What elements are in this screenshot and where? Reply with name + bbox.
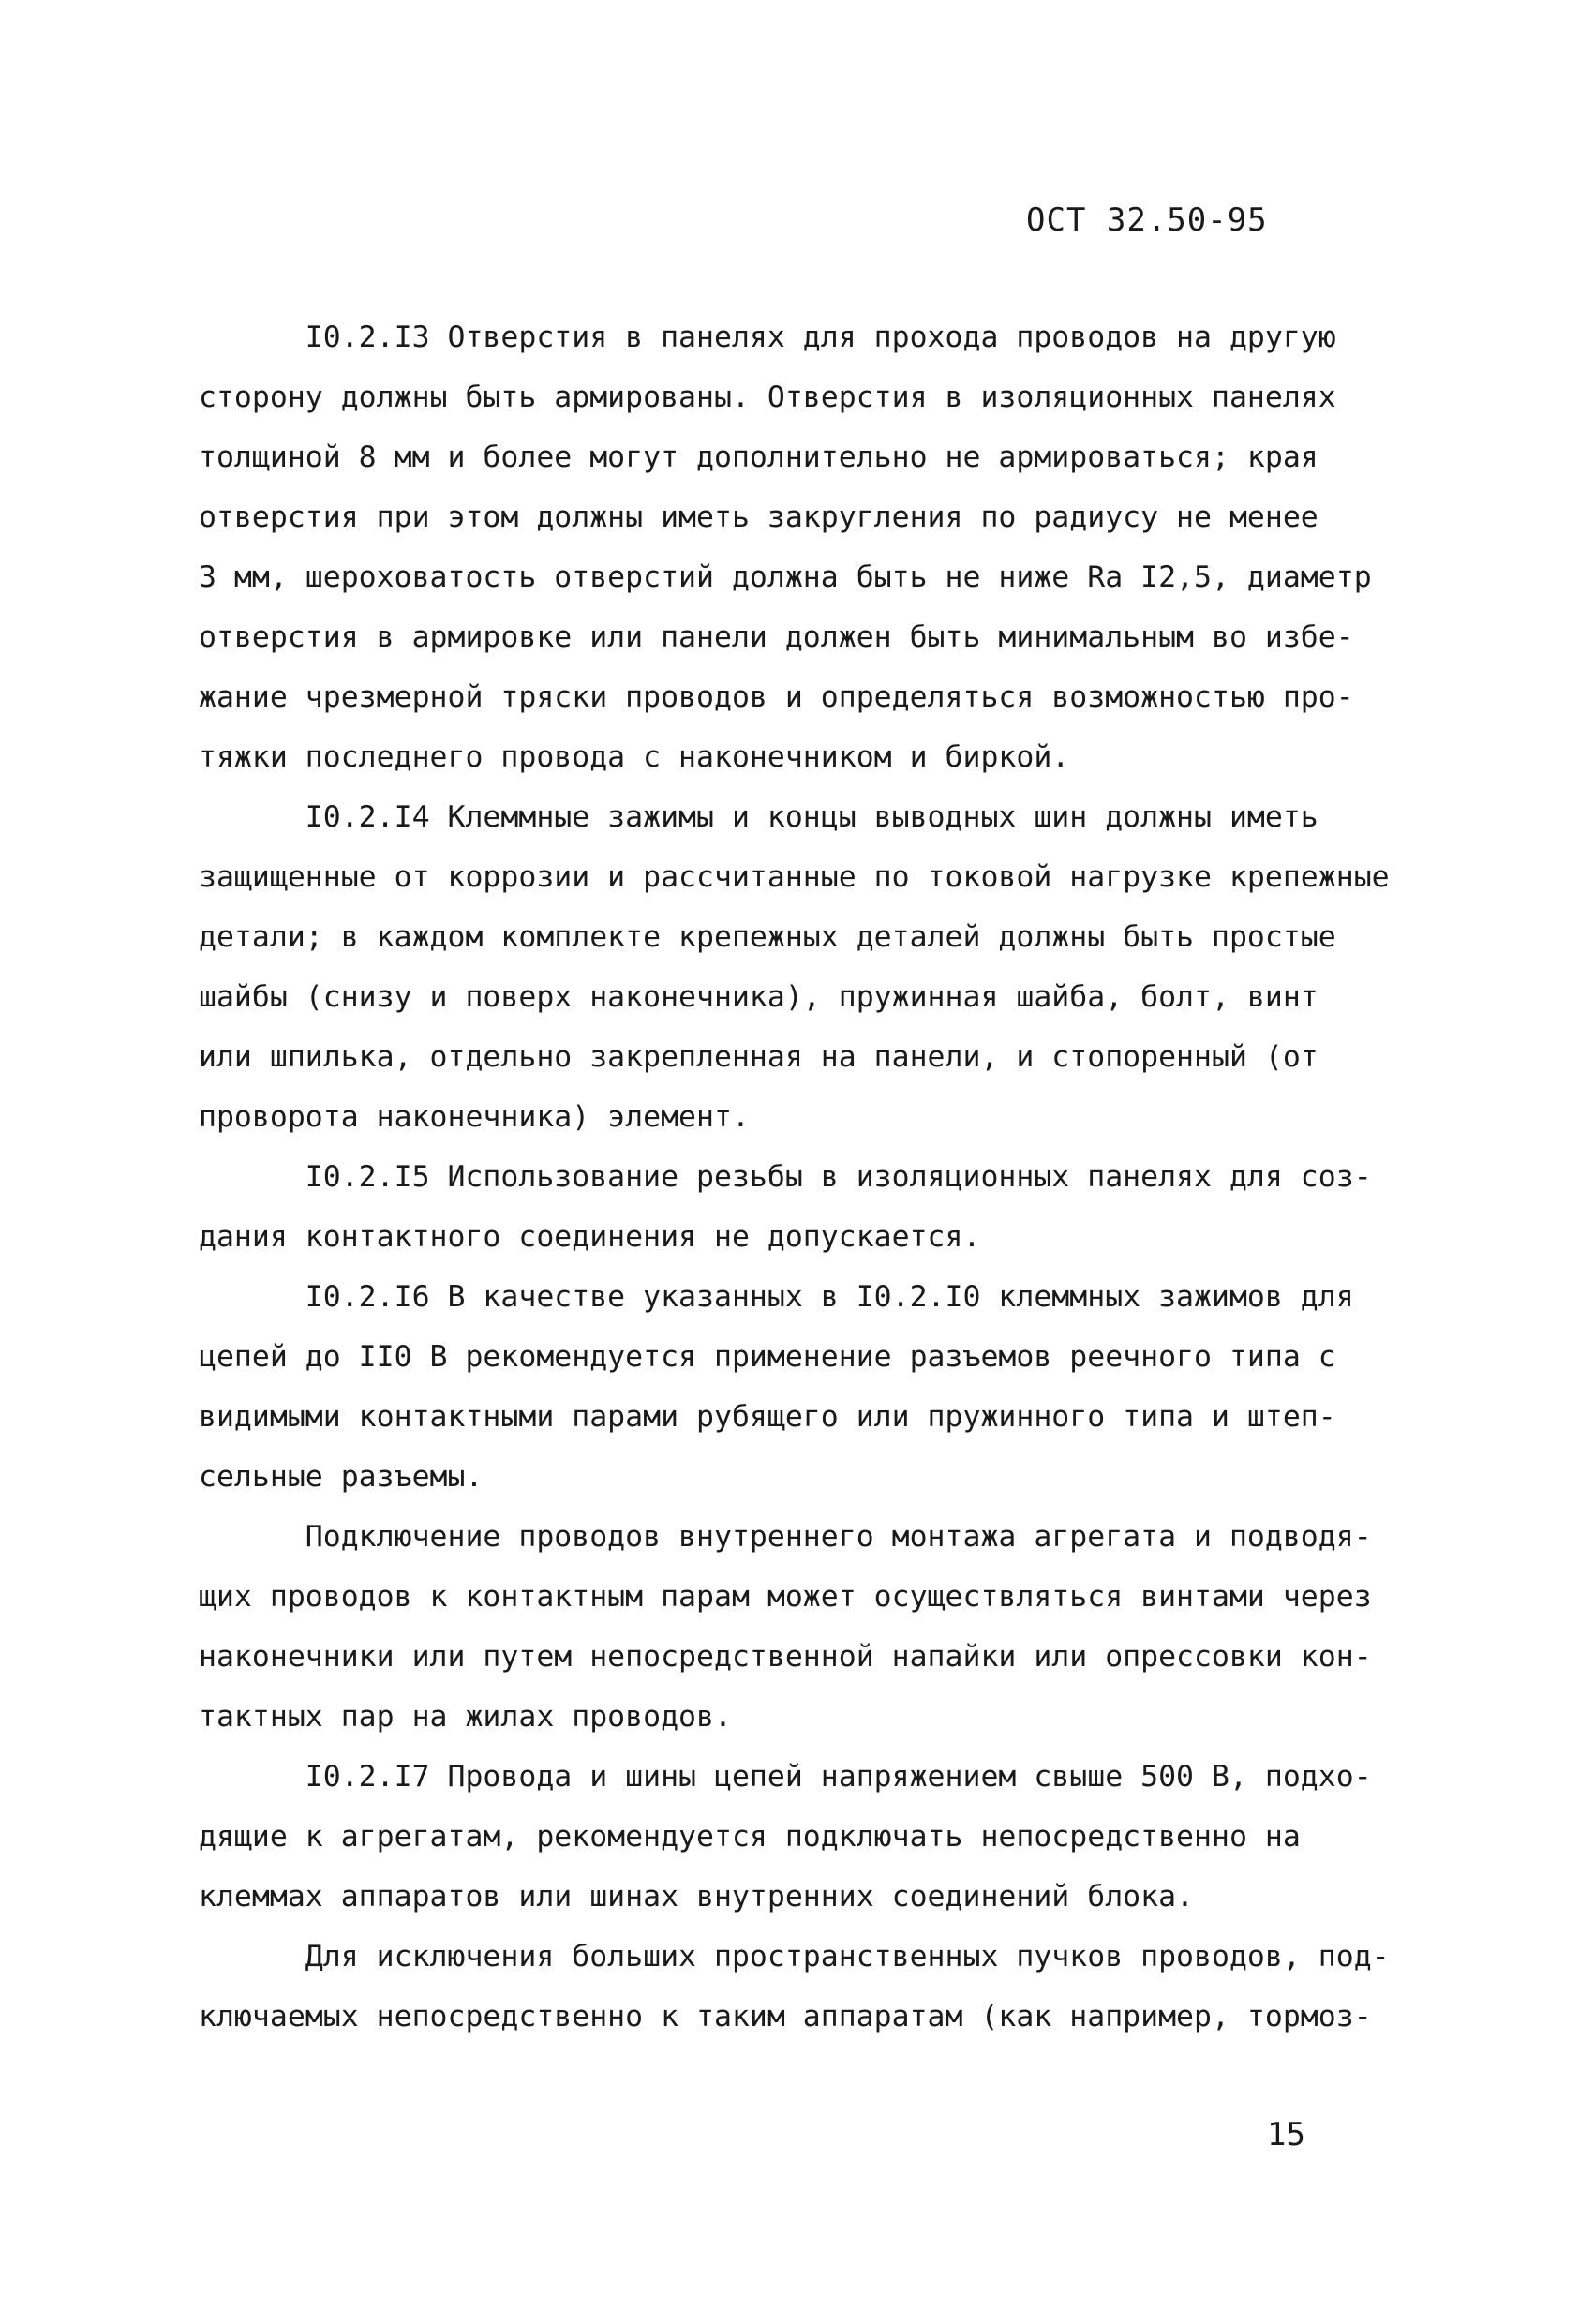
text-line: сторону должны быть армированы. Отверстия в изоляционных панелях [199, 380, 1336, 414]
text-line: детали; в каждом комплекте крепежных деталей должны быть простые [199, 920, 1336, 954]
text-line: дания контактного соединения не допускается. [199, 1220, 981, 1254]
text-line: щих проводов к контактным парам может осуществляться винтами через [199, 1580, 1372, 1614]
text-line: I0.2.I4 Клеммные зажимы и концы выводных шин должны иметь [199, 800, 1318, 834]
paragraph-10-2-17 [199, 1747, 1408, 1927]
text-line: Для исключения больших пространственных пучков проводов, под- [199, 1940, 1390, 1974]
paragraph-10-2-15 [199, 1147, 1408, 1267]
paragraph-10-2-16 [199, 1267, 1408, 1507]
text-line: ключаемых непосредственно к таким аппаратам (как например, тормоз- [199, 2000, 1372, 2034]
document-body [199, 307, 1408, 2047]
text-line: цепей до II0 В рекомендуется применение разъемов реечного типа с [199, 1340, 1336, 1374]
text-line: сельные разъемы. [199, 1460, 484, 1494]
paragraph-10-2-14 [199, 787, 1408, 1147]
text-line: I0.2.I6 В качестве указанных в I0.2.I0 клеммных зажимов для [199, 1280, 1354, 1314]
text-line: Подключение проводов внутреннего монтажа агрегата и подводя- [199, 1520, 1372, 1554]
text-line: жание чрезмерной тряски проводов и определяться возможностью про- [199, 680, 1354, 714]
text-line: I0.2.I3 Отверстия в панелях для прохода проводов на другую [199, 320, 1336, 354]
document-code: ОСТ 32.50-95 [1026, 201, 1268, 239]
text-line: защищенные от коррозии и рассчитанные по токовой нагрузке крепежные [199, 860, 1390, 894]
text-line: отверстия в армировке или панели должен быть минимальным во избе- [199, 620, 1354, 654]
paragraph-bundles [199, 1927, 1408, 2047]
text-line: отверстия при этом должны иметь закругления по радиусу не менее [199, 500, 1318, 534]
text-line: I0.2.I5 Использование резьбы в изоляционных панелях для соз- [199, 1160, 1372, 1194]
text-line: 3 мм, шероховатость отверстий должна быть не ниже Ra I2,5, диаметр [199, 560, 1372, 594]
paragraph-10-2-13 [199, 307, 1408, 787]
text-line: клеммах аппаратов или шинах внутренних соединений блока. [199, 1880, 1195, 1914]
page-number: 15 [1267, 2116, 1305, 2153]
text-line: толщиной 8 мм и более могут дополнительно не армироваться; края [199, 440, 1318, 474]
text-line: I0.2.I7 Провода и шины цепей напряжением свыше 500 В, подхо- [199, 1760, 1372, 1794]
text-line: наконечники или путем непосредственной напайки или опрессовки кон- [199, 1640, 1372, 1674]
text-line: проворота наконечника) элемент. [199, 1100, 750, 1134]
paragraph-connection [199, 1507, 1408, 1747]
text-line: тяжки последнего провода с наконечником и биркой. [199, 740, 1070, 774]
text-line: шайбы (снизу и поверх наконечника), пружинная шайба, болт, винт [199, 980, 1318, 1014]
text-line: дящие к агрегатам, рекомендуется подключать непосредственно на [199, 1820, 1301, 1854]
text-line: видимыми контактными парами рубящего или пружинного типа и штеп- [199, 1400, 1336, 1434]
text-line: или шпилька, отдельно закрепленная на панели, и стопоренный (от [199, 1040, 1318, 1074]
text-line: тактных пар на жилах проводов. [199, 1700, 732, 1734]
